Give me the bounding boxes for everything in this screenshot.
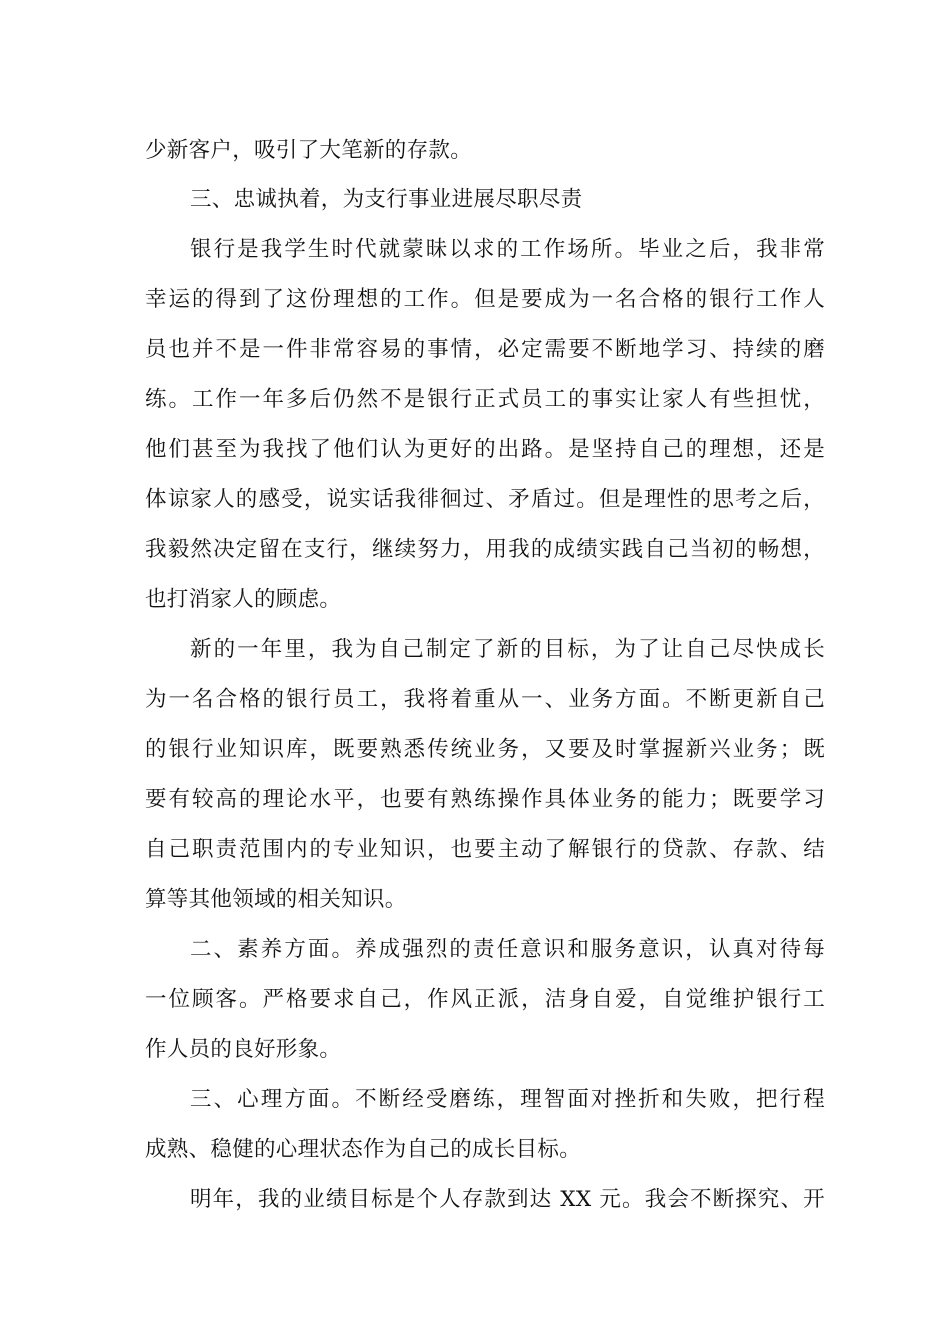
text-line: 他们甚至为我找了他们认为更好的出路。是坚持自己的理想，还是 [145,437,825,462]
text-line: 要有较高的理论水平，也要有熟练操作具体业务的能力；既要学习 [145,787,825,812]
text-line: 明年，我的业绩目标是个人存款到达 XX 元。我会不断探究、开 [190,1187,825,1212]
text-line: 练。工作一年多后仍然不是银行正式员工的事实让家人有些担忧， [145,387,825,412]
text-line: 体谅家人的感受，说实话我徘徊过、矛盾过。但是理性的思考之后， [145,487,825,512]
text-line: 员也并不是一件非常容易的事情，必定需要不断地学习、持续的磨 [145,337,825,362]
text-line: 三、心理方面。不断经受磨练，理智面对挫折和失败，把行程 [190,1087,825,1112]
text-line: 我毅然决定留在支行，继续努力，用我的成绩实践自己当初的畅想， [145,537,825,562]
text-line: 二、素养方面。养成强烈的责任意识和服务意识，认真对待每 [190,937,825,962]
text-line: 一位顾客。严格要求自己，作风正派，洁身自爱，自觉维护银行工 [145,987,825,1012]
text-line: 成熟、稳健的心理状态作为自己的成长目标。 [145,1137,582,1162]
text-line: 算等其他领域的相关知识。 [145,887,407,912]
text-line: 也打消家人的顾虑。 [145,587,342,612]
text-line: 的银行业知识库，既要熟悉传统业务，又要及时掌握新兴业务；既 [145,737,825,762]
text-line: 自己职责范围内的专业知识，也要主动了解银行的贷款、存款、结 [145,837,825,862]
text-line: 新的一年里，我为自己制定了新的目标，为了让自己尽快成长 [190,637,825,662]
text-line: 为一名合格的银行员工，我将着重从一、业务方面。不断更新自己 [145,687,825,712]
text-line: 少新客户，吸引了大笔新的存款。 [145,138,473,163]
section-heading: 三、忠诚执着，为支行事业进展尽职尽责 [190,187,583,212]
text-line: 银行是我学生时代就蒙昧以求的工作场所。毕业之后，我非常 [190,237,825,262]
text-line: 作人员的良好形象。 [145,1037,342,1062]
text-line: 幸运的得到了这份理想的工作。但是要成为一名合格的银行工作人 [145,287,825,312]
